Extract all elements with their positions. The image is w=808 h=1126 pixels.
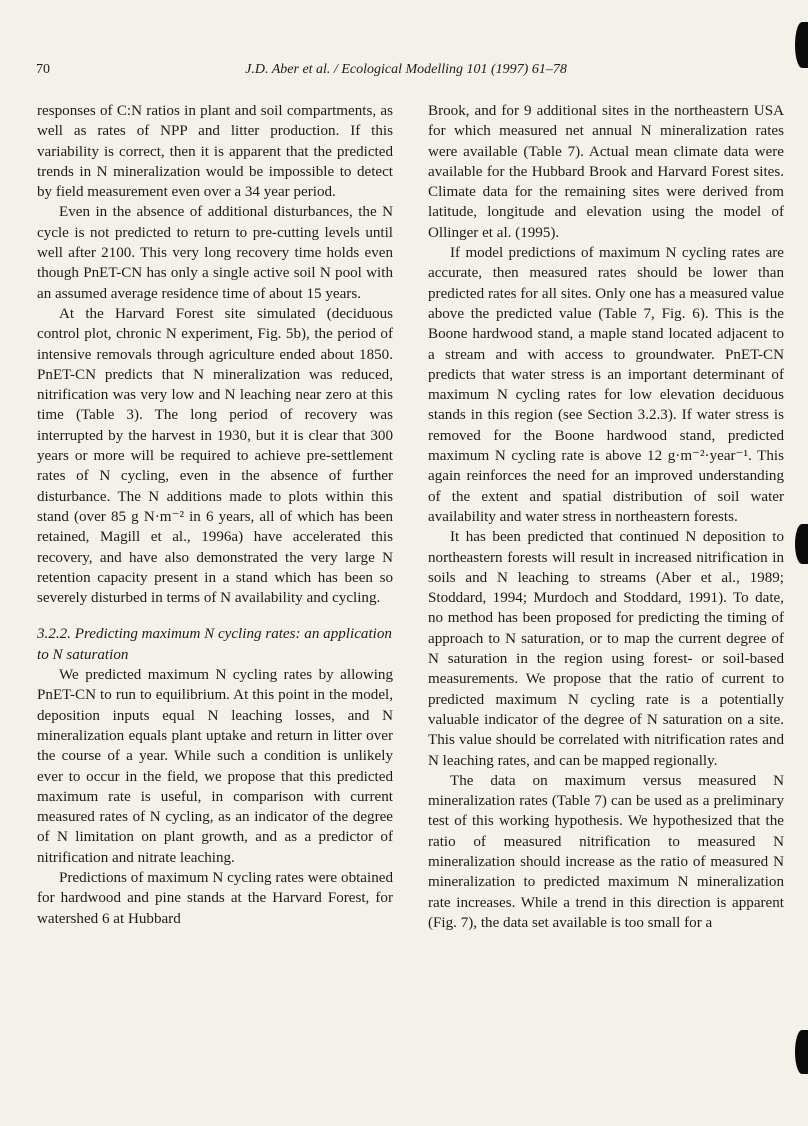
left-column <box>37 101 393 929</box>
paragraph: Brook, and for 9 additional sites in the northeastern USA for which measured net annual N mineralization rates were available (Table 7). Actual mean climate data were available for the Hubbard Brook and Harvard Forest sites. Climate data for the remaining sites were derived from latitude, longitude and elevation using the model of Ollinger et al. (1995). <box>428 103 784 241</box>
paragraph: We predicted maximum N cycling rates by allowing PnET-CN to run to equilibrium. At this point in the model, deposition inputs equal N leaching losses, and N mineralization equals plant uptake and return in litter over the course of a year. While such a condition is unlikely ever to occur in the field, we propose that this predicted maximum rate is useful, in comparison with current measured rates of N cycling, as an indicator of the degree of N limitation on plant growth, and as a predictor of nitrification and nitrate leaching. <box>37 667 393 866</box>
paragraph: Predictions of maximum N cycling rates were obtained for hardwood and pine stands at the Harvard Forest, for watershed 6 at Hubbard <box>37 869 393 927</box>
running-head: J.D. Aber et al. / Ecological Modelling 101 (1997) 61–78 <box>245 62 567 77</box>
paragraph: responses of C:N ratios in plant and soil compartments, as well as rates of NPP and litter production. If this variability is correct, then it is apparent that the predicted trends in N mineralization would be impossible to detect by field measurement even over a 34 year period. <box>37 103 393 201</box>
page-number: 70 <box>36 62 50 77</box>
right-column <box>428 101 784 933</box>
scan-edge-mark <box>795 22 808 68</box>
section-heading: 3.2.2. Predicting maximum N cycling rates: an application to N saturation <box>37 626 392 663</box>
paragraph: It has been predicted that continued N deposition to northeastern forests will result in increased nitrification in soils and N leaching to streams (Aber et al., 1989; Stoddard, 1994; Murdoch and Stoddard, 1991). To date, no method has been proposed for predicting the timing of approach to N saturation, or to map the current degree of N saturation in the region using forest- or soil-based measurements. We propose that the ratio of current to predicted maximum N cycling rate is a potentially valuable indicator of the degree of N saturation on a site. This value should be correlated with nitrification rates and N leaching rates, and can be mapped regionally. <box>428 529 784 769</box>
paragraph: At the Harvard Forest site simulated (deciduous control plot, chronic N experiment, Fig. 5b), the period of intensive removals through agriculture ended about 1850. PnET-CN predicts that N mineralization was reduced, nitrification was very low and N leaching near zero at this time (Table 3). The long period of recovery was interrupted by the harvest in 1930, but it is clear that 300 years or more will be required to achieve pre-settlement rates of N cycling, even in the absence of further disturbance. The N additions made to plots within this stand (over 85 g N·m⁻² in 6 years, all of which has been retained, Magill et al., 1996a) have accelerated this recovery, and have also demonstrated the very large N retention capacity present in a stand which has been so severely disturbed in terms of N availability and cycling. <box>37 305 393 607</box>
scan-edge-mark <box>795 1030 808 1074</box>
page-header <box>36 62 776 84</box>
paragraph: Even in the absence of additional disturbances, the N cycle is not predicted to return to pre-cutting levels until well after 2100. This very long recovery time holds even though PnET-CN has only a single active soil N pool with an assumed average residence time of about 15 years. <box>37 204 393 302</box>
scan-edge-mark <box>795 524 808 564</box>
paragraph: If model predictions of maximum N cycling rates are accurate, then measured rates should be lower than predicted rates for all sites. Only one has a measured value above the predicted value (Table 7, Fig. 6). This is the Boone hardwood stand, a maple stand located adjacent to a stream and with access to groundwater. PnET-CN predicts that water stress is an important determinant of maximum N cycling rates for low elevation deciduous stands in this region (see Section 3.2.3). If water stress is removed for the Boone hardwood stand, predicted maximum N cycling rate is above 12 g·m⁻²·year⁻¹. This again reinforces the need for an improved understanding of the extent and spatial distribution of soil water availability and water stress in northeastern forests. <box>428 245 784 525</box>
paragraph: The data on maximum versus measured N mineralization rates (Table 7) can be used as a preliminary test of this working hypothesis. We hypothesized that the ratio of measured nitrification to measured N mineralization should increase as the ratio of measured N mineralization to predicted maximum N mineralization rate increases. While a trend in this direction is apparent (Fig. 7), the data set available is too small for a <box>428 772 784 931</box>
